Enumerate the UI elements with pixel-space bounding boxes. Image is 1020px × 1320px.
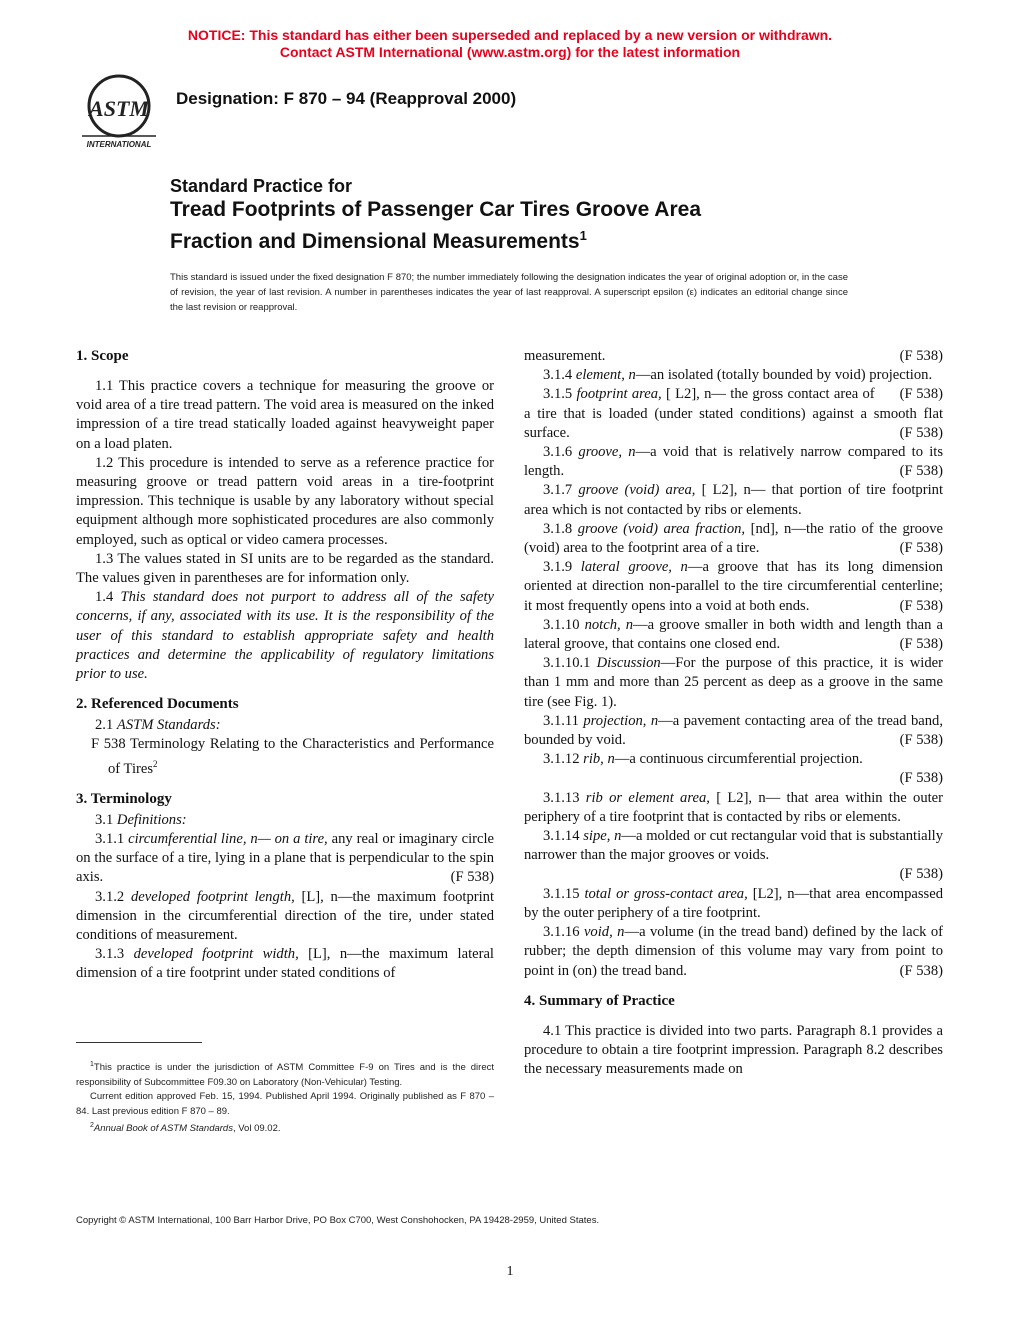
refdocs-heading: 2. Referenced Documents [76,696,239,713]
def-symbol: [ L2], n [701,482,751,499]
def-text: — that portion of tire footprint area which is not contacted by ribs or elements. [524,482,943,518]
title-line-3-text: Fraction and Dimensional Measurements [170,230,580,253]
ref-f538-tag: (F 538) [899,866,943,883]
def-text: —a molded or cut rectangular void that is substantially narrower than the major grooves or voids. [524,828,944,864]
ref-f538-tag: (F 538) [450,869,494,886]
document-title [170,175,890,255]
def-3-1-8 [524,520,943,558]
ref-f538-tag: (F 538) [899,348,943,364]
summary-heading: 4. Summary of Practice [524,992,675,1009]
def-3-1-10 [524,616,943,654]
def-term: element, n [575,367,636,384]
ref-f538-tag: (F 538) [899,597,943,614]
def-num: 3.1.7 [543,482,573,499]
footnote-1-text: This practice is under the jurisdiction of ASTM Committee F-9 on Tires and is the direct responsibility of Subcommittee F09.30 on Laboratory (Non-Vehicular) Testing. [76,1062,494,1088]
astm-logo-mark [76,72,162,152]
def-term: projection, n [583,712,659,729]
def-3-1-3 [76,945,494,983]
footnote-rule [76,1042,202,1043]
footnote-1b: Current edition approved Feb. 15, 1994. Published April 1994. Originally published as F 870 – 84. Last previous edition F 870 – 89. [76,1091,494,1117]
def-text: —a pavement contacting area of the tread band, bounded by void. [524,712,943,749]
def-3-1-6 [524,443,943,481]
def-text: —an isolated (totally bounded by void) projection. [635,367,933,384]
para-1-3: 1.3 The values stated in SI units are to be regarded as the standard. The values given in parentheses are for information only. [76,550,494,587]
para-1-2: 1.2 This procedure is intended to serve as a reference practice for measuring groove or tread pattern void areas in a tire-footprint impression. This technique is usable by any laboratory without special equipment although more sophisticated procedures are also commonly employed, such as optical or video camera processes. [76,454,494,548]
def-text: —that area encompassed by the outer periphery of a tire footprint. [524,885,944,921]
ref-f538-text: F 538 Terminology Relating to the Characteristics and Performance of Tires [91,736,494,777]
def-num: 3.1.10.1 [543,655,591,672]
footnotes [76,1058,494,1137]
ref-f538 [76,735,494,778]
para-3-1 [76,811,494,830]
def-term: groove (void) area, [578,482,696,499]
para-1-4-text: This standard does not purport to address all of the safety concerns, if any, associated with its use. It is the responsibility of the user of this standard to establish appropriate safety and health practices and determine the applicability of regulatory limitations prior to use. [76,589,494,683]
notice-line-1: NOTICE: This standard has either been superseded and replaced by a new version or withdrawn. [187,27,833,43]
def-text: —the ratio of the groove (void) area to the footprint area of a tire. [524,520,943,557]
def-text: —the maximum lateral dimension of a tire footprint under stated conditions of [76,946,494,982]
def-term: circumferential line, n— on a tire, [128,830,328,847]
def-symbol: [L], n [308,946,348,963]
para-2-1 [76,716,494,735]
para-3-1-text: Definitions: [116,811,187,828]
def-text: —the maximum footprint dimension in the circumferential direction of the tire, under stated conditions of measurement. [76,888,495,943]
footnote-2-title: Annual Book of ASTM Standards [93,1123,233,1135]
def-term: developed footprint width, [133,946,299,963]
def-3-1-3-cont [524,347,943,366]
def-num: 3.1.11 [543,712,579,729]
def-3-1-10-1 [524,654,943,712]
def-3-1-11 [524,712,943,750]
def-term: groove (void) area fraction, [577,520,746,537]
para-2-1-text: ASTM Standards: [116,717,221,734]
def-num: 3.1.9 [543,559,573,576]
title-footnote-mark: 1 [579,228,587,243]
def-text: —a continuous circumferential projection. [614,751,863,768]
def-symbol: [ L2], n [716,789,766,806]
para-1-4 [76,588,494,684]
def-text: —a groove that has its long dimension oriented at direction non-parallel to the tire circumferential centerline; it most frequently opens into a void at both ends. [524,559,943,614]
def-3-1-14 [524,827,943,865]
def-term: total or gross-contact area, [584,885,748,902]
para-1-4-num: 1.4 [95,589,114,606]
def-text: —a groove smaller in both width and length than a lateral groove, that contains one closed end. [524,616,943,653]
def-3-1-2 [76,888,494,946]
title-line-2: Tread Footprints of Passenger Car Tires Groove Area [170,198,701,221]
terminology-heading: 3. Terminology [76,790,172,807]
def-text: —For the purpose of this practice, it is wider than 1 mm and more than 25 percent as deep as a groove in the same tire (see Fig. 1). [524,655,943,710]
def-term: developed footprint length, [130,888,295,905]
def-num: 3.1.13 [543,789,580,806]
def-num: 3.1.4 [543,367,573,384]
para-4-1: 4.1 This practice is divided into two parts. Paragraph 8.1 provides a procedure to obtain a tire footprint impression. Paragraph 8.2 describes the necessary measurements made on [524,1022,943,1078]
def-text: measurement. [524,348,606,364]
def-term: lateral groove, n [580,559,688,576]
right-column [524,347,943,1079]
ref-f538-tag: (F 538) [899,636,943,653]
def-num: 3.1.16 [543,924,580,941]
left-column [76,347,494,984]
def-num: 3.1.2 [95,888,125,905]
designation: Designation: F 870 – 94 (Reapproval 2000) [176,89,517,108]
def-text: any real or imaginary circle on the surface of a tire, lying in a plane that is perpendicular to the spin axis. [76,830,495,886]
def-num: 3.1.3 [95,946,125,963]
def-num: 3.1.14 [543,828,580,845]
def-symbol: [ L2], n [665,386,712,403]
copyright: Copyright © ASTM International, 100 Barr Harbor Drive, PO Box C700, West Conshohocken, PA 19428-2959, United States. [76,1215,600,1226]
def-3-1-7 [524,481,943,519]
def-3-1-15 [524,885,943,923]
def-num: 3.1.6 [543,444,573,461]
def-text: —a void that is relatively narrow compared to its length. [524,444,944,480]
title-line-3 [170,223,890,255]
def-num: 3.1.8 [543,520,573,537]
def-text: — the gross contact area of a tire that is loaded (under stated conditions) against a smooth flat surface. [524,386,943,441]
logo-text: ASTM [89,96,149,121]
def-term: groove, n [578,444,636,461]
def-symbol: [L2], n [752,885,795,902]
para-3-1-num: 3.1 [95,811,114,828]
logo-subtitle: INTERNATIONAL [86,140,152,149]
footnote-2-rest: , Vol 09.02. [232,1123,281,1135]
ref-f538-tag: (F 538) [899,732,943,749]
def-text: — that area within the outer periphery of a tire footprint that is contacted by ribs or elements. [524,789,944,825]
para-2-1-num: 2.1 [95,717,114,734]
ref-f538-tag: (F 538) [899,424,943,441]
def-3-1-1 [76,830,494,888]
def-num: 3.1.1 [95,830,125,847]
ref-f538-tag: (F 538) [899,962,943,979]
scope-heading: 1. Scope [76,348,129,364]
footnote-1 [76,1058,494,1090]
notice-banner [0,27,1020,61]
def-term: rib, n [583,751,615,768]
def-num: 3.1.12 [543,751,580,768]
ref-f538-fn: 2 [153,758,158,769]
astm-logo [76,72,162,152]
def-num: 3.1.15 [543,885,580,902]
def-3-1-12 [524,750,943,769]
ref-f538-tag: (F 538) [899,540,943,557]
ref-f538-tag: (F 538) [899,463,943,480]
def-term: void, n [583,924,625,941]
def-3-1-9 [524,558,943,616]
def-term: footprint area, [576,386,662,403]
footnote-2 [76,1119,494,1137]
def-term: rib or element area, [585,789,710,806]
notice-line-2: Contact ASTM International (www.astm.org) for the latest information [279,44,741,60]
def-text: —a volume (in the tread band) defined by the lack of rubber; the depth dimension of this volume may vary from point to point in (on) the tread band. [524,924,943,979]
title-line-1: Standard Practice for [170,176,353,196]
def-term: sipe, n [583,828,622,845]
def-term: Discussion [596,655,661,672]
para-1-1: 1.1 This practice covers a technique for measuring the groove or void area of a tire tread pattern. The void area is measured on the inked impression of a tire tread statically loaded against heavyweight paper on a load platen. [76,378,494,452]
def-3-1-13 [524,789,943,827]
issued-note: This standard is issued under the fixed designation F 870; the number immediately following the designation indicates the year of original adoption or, in the case of revision, the year of last revision. A number in parentheses indicates the year of last reapproval. A superscript epsilon (ε) indicates an editorial change since the last revision or reapproval. [170,272,848,313]
def-num: 3.1.10 [543,616,580,633]
def-symbol: [L], n [301,888,338,905]
def-symbol: [nd], n [750,520,792,537]
def-num: 3.1.5 [543,386,573,403]
footnote-1-mark: 1 [90,1061,94,1068]
def-term: notch, n [584,616,634,633]
def-3-1-16 [524,923,943,981]
ref-f538-tag: (F 538) [899,770,943,787]
ref-f538-tag: (F 538) [899,386,943,403]
page-number: 1 [506,1264,514,1279]
footnote-2-mark: 2 [90,1122,94,1130]
